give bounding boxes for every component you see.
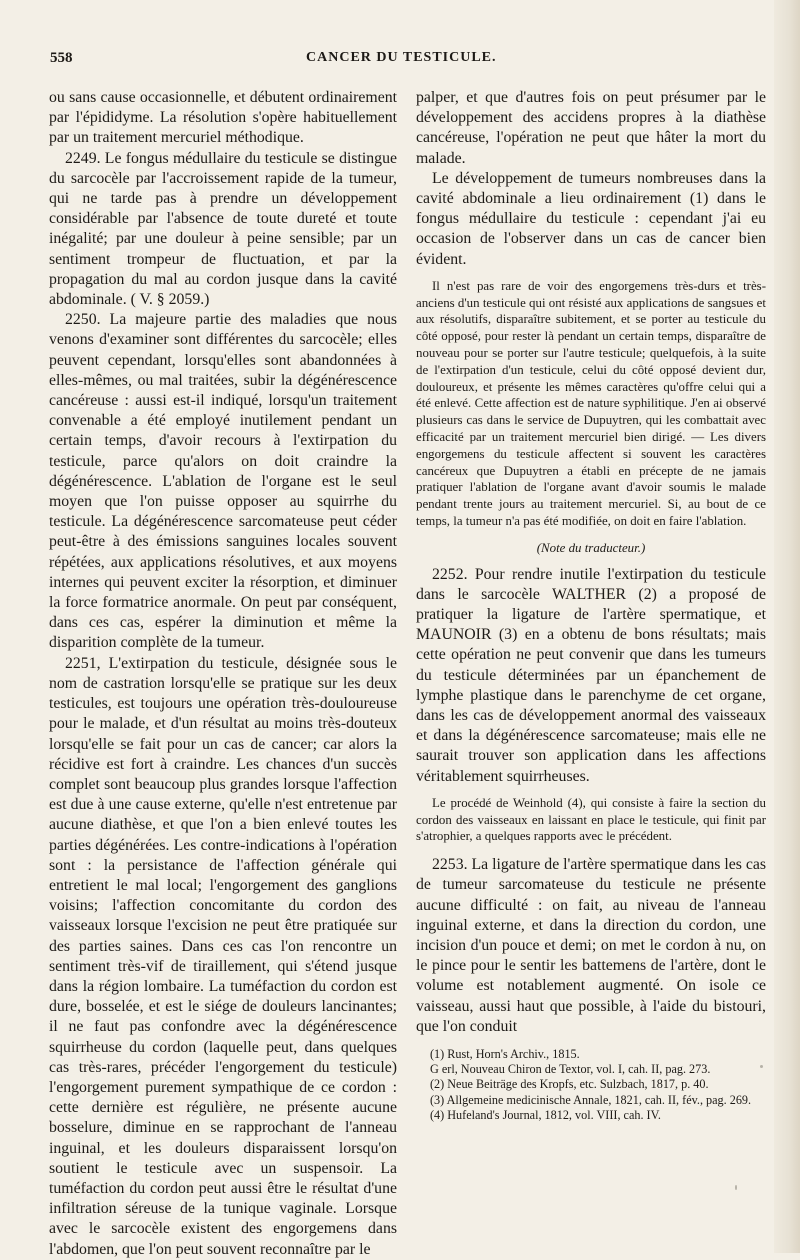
footnote: (3) Allgemeine medicinische Annale, 1821, cah. II, fév., pag. 269. bbox=[430, 1092, 752, 1107]
footnotes bbox=[416, 1047, 766, 1123]
footnote: G erl, Nouveau Chiron de Textor, vol. I, cah. II, pag. 273. bbox=[430, 1062, 711, 1077]
paper-speck bbox=[735, 1185, 737, 1190]
footnote: (1) Rust, Horn's Archiv., 1815. bbox=[430, 1047, 580, 1062]
weinhold-note: Le procédé de Weinhold (4), qui consiste à faire la section du cordon des vaisseaux en laissant en place le testicule, qui finit par s'atrophier, a quelques rapports avec le précédent. bbox=[416, 795, 766, 844]
paragraph-2250: 2250. La majeure partie des maladies que nous venons d'examiner sont différentes du sarcocèle; elles peuvent cependant, lorsqu'elles sont abandonnées à elles-mêmes, ou mal traitées, subir la dégénérescence cancéreuse : aussi est-il indiqué, lorsqu'un traitement convenable a été employé inutilement pendant un certain temps, d'avoir recours à l'extirpation du testicule, parce qu'alors on doit craindre la dégénérescence. L'ablation de l'organe est le seul moyen que l'on puisse opposer au squirrhe du testicule. La dégénérescence sarcomateuse peut céder peut-être à des émissions sanguines locales souvent répétées, aux applications résolutives, et aux moyens internes qui peuvent exciter la résorption, et diminuer la force formatrice anormale. On peut par conséquent, dans ces cas, espérer la diminution et même la disparition complète de la tumeur. bbox=[49, 311, 397, 652]
paragraph-2249: 2249. Le fongus médullaire du testicule se distingue du sarcocèle par l'accroissement rapide de la tumeur, qui ne tarde pas à prendre un développement considérable par l'absence de toute dureté et toute inégalité; par une douleur à peine sensible; par un sentiment trompeur de fluctuation, et par la propagation du mal au cordon jusque dans la cavité abdominale. ( V. § 2059.) bbox=[49, 149, 397, 309]
paper-speck bbox=[760, 1065, 763, 1068]
running-header bbox=[50, 50, 766, 74]
paragraph-2252: 2252. Pour rendre inutile l'extirpation du testicule dans le sarcocèle WALTHER (2) a proposé de pratiquer la ligature de l'artère spermatique, et MAUNOIR (3) en a obtenu de bons résultats; mais cette opération ne peut convenir que dans les tumeurs du testicule déterminées par un épanchement de lymphe plastique dans le parenchyme de cet organe, dans les cas de développement anormal des vaisseaux et dans la dégénérescence sarcomateuse; mais elle ne saurait trouver son application dans les affections véritablement squirrheuses. bbox=[416, 565, 766, 785]
paragraph: ou sans cause occasionnelle, et débutent ordinairement par l'épididyme. La résolution s'opère habituellement par un traitement mercuriel méthodique. bbox=[49, 89, 397, 147]
paragraph-2251: 2251, L'extirpation du testicule, désignée sous le nom de castration lorsqu'elle se pratique sur les deux testicules, est toujours une opération très-douloureuse pour le malade, et d'un résultat au moins très-douteux lorsqu'elle se fait pour un cas de cancer; car alors la récidive est fort à craindre. Les chances d'un succès complet sont beaucoup plus grandes lorsque l'affection est due à une cause externe, qu'elle n'est entretenue par aucune diathèse, et que l'on a bien enlevé toutes les parties dégénérées. Les contre-indications à l'opération sont : la persistance de l'affection générale qui entretient le mal local; l'engorgement des ganglions voisins; l'affection concomitante du cordon des vaisseaux lorsque l'excision ne peut être pratiquée sur des parties saines. Dans ces cas l'on rencontre un sentiment très-vif de tiraillement, qui s'étend jusque dans la région lombaire. La tuméfaction du cordon est dure, bosselée, et est le siége de douleurs lancinantes; il ne faut pas confondre avec la dégénérescence squirrheuse du cordon (laquelle peut, dans quelques cas très-rares, précéder l'engorgement du testicule) l'engorgement purement sympathique de ce cordon : cette dernière est régulière, ne présente aucune bosselure, diminue en se rapprochant de l'anneau inguinal, et les douleurs disparaissent lorsqu'on soutient le testicule avec un suspensoir. La tuméfaction du cordon peut aussi être le résultat d'une infiltration séreuse de la tunique vaginale. Lorsque avec le sarcocèle existent des engorgemens dans l'abdomen, que l'on peut souvent reconnaître par le bbox=[49, 654, 397, 1258]
footnote: (4) Hufeland's Journal, 1812, vol. VIII, cah. IV. bbox=[430, 1107, 661, 1122]
paragraph-2253: 2253. La ligature de l'artère spermatique dans les cas de tumeur sarcomateuse du testicule ne présente aucune difficulté : on fait, au niveau de l'anneau inguinal externe, et dans la direction du cordon, une incision d'un pouce et demi; on met le cordon à nu, on le pince pour le sentir les battemens de l'artère, dont le volume est notablement augmenté. On isole ce vaisseau, aussi haut que possible, à l'aide du bistouri, que l'on conduit bbox=[416, 856, 767, 1035]
footnote: (2) Neue Beiträge des Kropfs, etc. Sulzbach, 1817, p. 40. bbox=[430, 1077, 709, 1092]
right-column bbox=[416, 88, 766, 1123]
translator-note: Il n'est pas rare de voir des engorgemens très-durs et très-anciens d'un testicule qui ont résisté aux applications de sangsues et aux résolutifs, disparaître subitement, et se porter au testicule du côté opposé, pour rester là pendant un certain temps, disparaître de nouveau pour se porter sur l'autre testicule; quelquefois, à la suite de l'extirpation d'un testicule, celui du côté opposé devient dur, douloureux, et présente les mêmes caractères qu'offre celui qui a été enlevé. Cette affection est de nature syphilitique. J'en ai observé plusieurs cas dans le service de Dupuytren, qui les combattait avec efficacité par un traitement mercuriel bien dirigé. — Les divers engorgemens du testicule affectent si souvent les caractères cancéreux que Dupuytren a établi en précepte de ne jamais pratiquer l'ablation de l'organe avant d'avoir soumis le malade pendant trente jours au traitement mercuriel. Si, au bout de ce temps, la tumeur n'a pas été modifiée, on doit en faire l'ablation. bbox=[416, 278, 766, 528]
paragraph: Le développement de tumeurs nombreuses dans la cavité abdominale a lieu ordinairement (1) dans le fongus médullaire du testicule : cependant j'ai eu occasion de l'observer dans un cas de cancer bien évident. bbox=[416, 169, 766, 268]
page-edge bbox=[774, 0, 800, 1253]
translator-signature: (Note du traducteur.) bbox=[536, 540, 646, 555]
page-number: 558 bbox=[50, 50, 73, 66]
running-title: CANCER DU TESTICULE. bbox=[306, 50, 497, 65]
left-column bbox=[49, 88, 397, 1260]
paragraph: palper, et que d'autres fois on peut présumer par le développement des accidens propres à la diathèse cancéreuse, l'opération ne peut que hâter la mort du malade. bbox=[416, 89, 766, 167]
